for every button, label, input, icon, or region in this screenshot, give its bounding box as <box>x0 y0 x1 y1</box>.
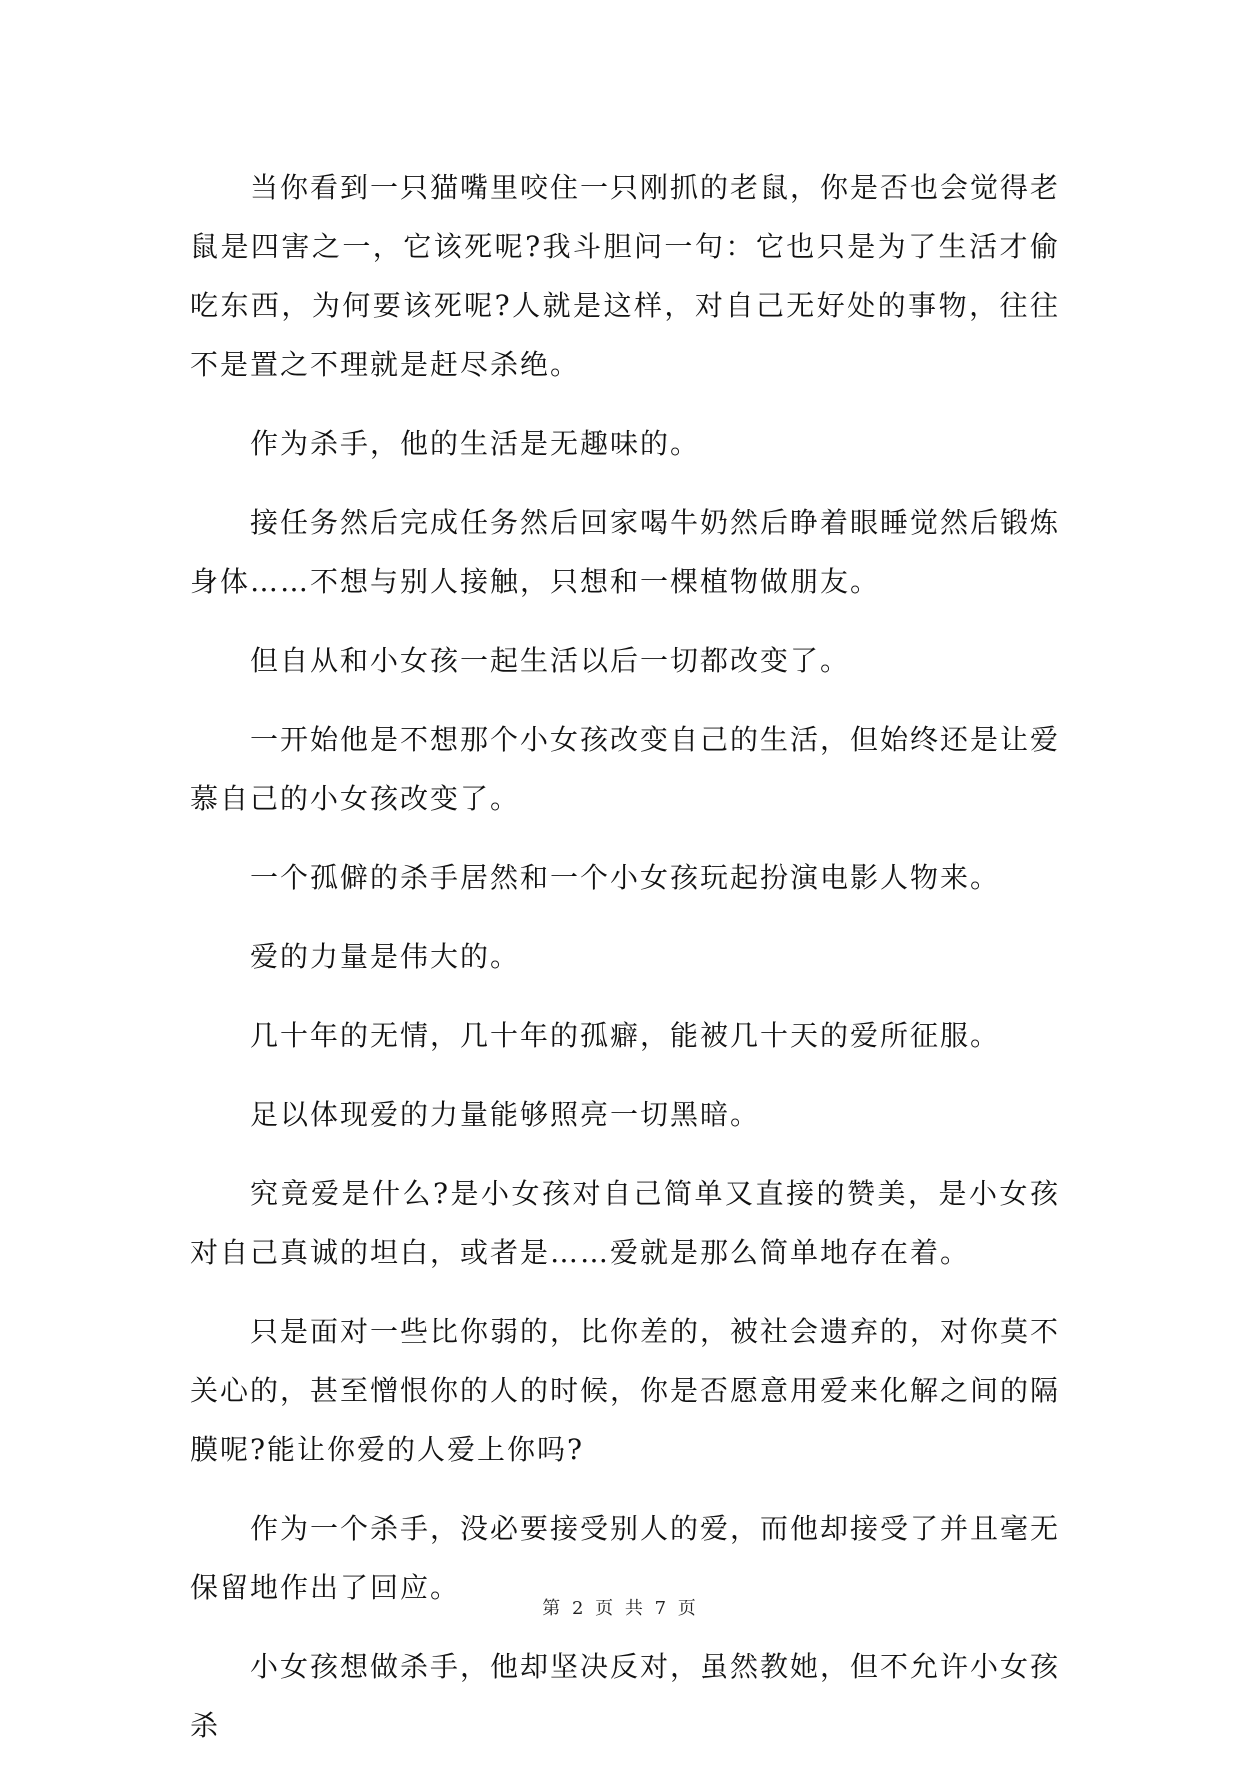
paragraph: 几十年的无情，几十年的孤癖，能被几十天的爱所征服。 <box>250 1019 1001 1052</box>
paragraph: 一个孤僻的杀手居然和一个小女孩玩起扮演电影人物来。 <box>250 861 1001 894</box>
paragraph: 但自从和小女孩一起生活以后一切都改变了。 <box>250 644 851 677</box>
paragraph: 足以体现爱的力量能够照亮一切黑暗。 <box>250 1098 761 1131</box>
document-body <box>190 158 1060 1775</box>
paragraph: 作为一个杀手，没必要接受别人的爱，而他却接受了并且毫无保留地作出了回应。 <box>190 1512 1061 1604</box>
paragraph: 究竟爱是什么?是小女孩对自己简单又直接的赞美，是小女孩对自己真诚的坦白，或者是……爱就是那么简单地存在着。 <box>190 1177 1060 1269</box>
paragraph: 一开始他是不想那个小女孩改变自己的生活，但始终还是让爱慕自己的小女孩改变了。 <box>190 723 1061 815</box>
paragraph: 接任务然后完成任务然后回家喝牛奶然后睁着眼睡觉然后锻炼身体……不想与别人接触，只想和一棵植物做朋友。 <box>190 506 1061 598</box>
paragraph: 只是面对一些比你弱的，比你差的，被社会遗弃的，对你莫不关心的，甚至憎恨你的人的时候，你是否愿意用爱来化解之间的隔膜呢?能让你爱的人爱上你吗? <box>190 1315 1061 1466</box>
paragraph: 小女孩想做杀手，他却坚决反对，虽然教她，但不允许小女孩杀 <box>190 1650 1061 1742</box>
page-footer: 第 2 页 共 7 页 <box>542 1598 699 1619</box>
paragraph: 作为杀手，他的生活是无趣味的。 <box>250 427 701 460</box>
paragraph: 当你看到一只猫嘴里咬住一只刚抓的老鼠，你是否也会觉得老鼠是四害之一，它该死呢?我斗胆问一句：它也只是为了生活才偷吃东西，为何要该死呢?人就是这样，对自己无好处的事物，往往不是置之不理就是赶尽杀绝。 <box>190 171 1061 381</box>
paragraph: 爱的力量是伟大的。 <box>250 940 521 973</box>
